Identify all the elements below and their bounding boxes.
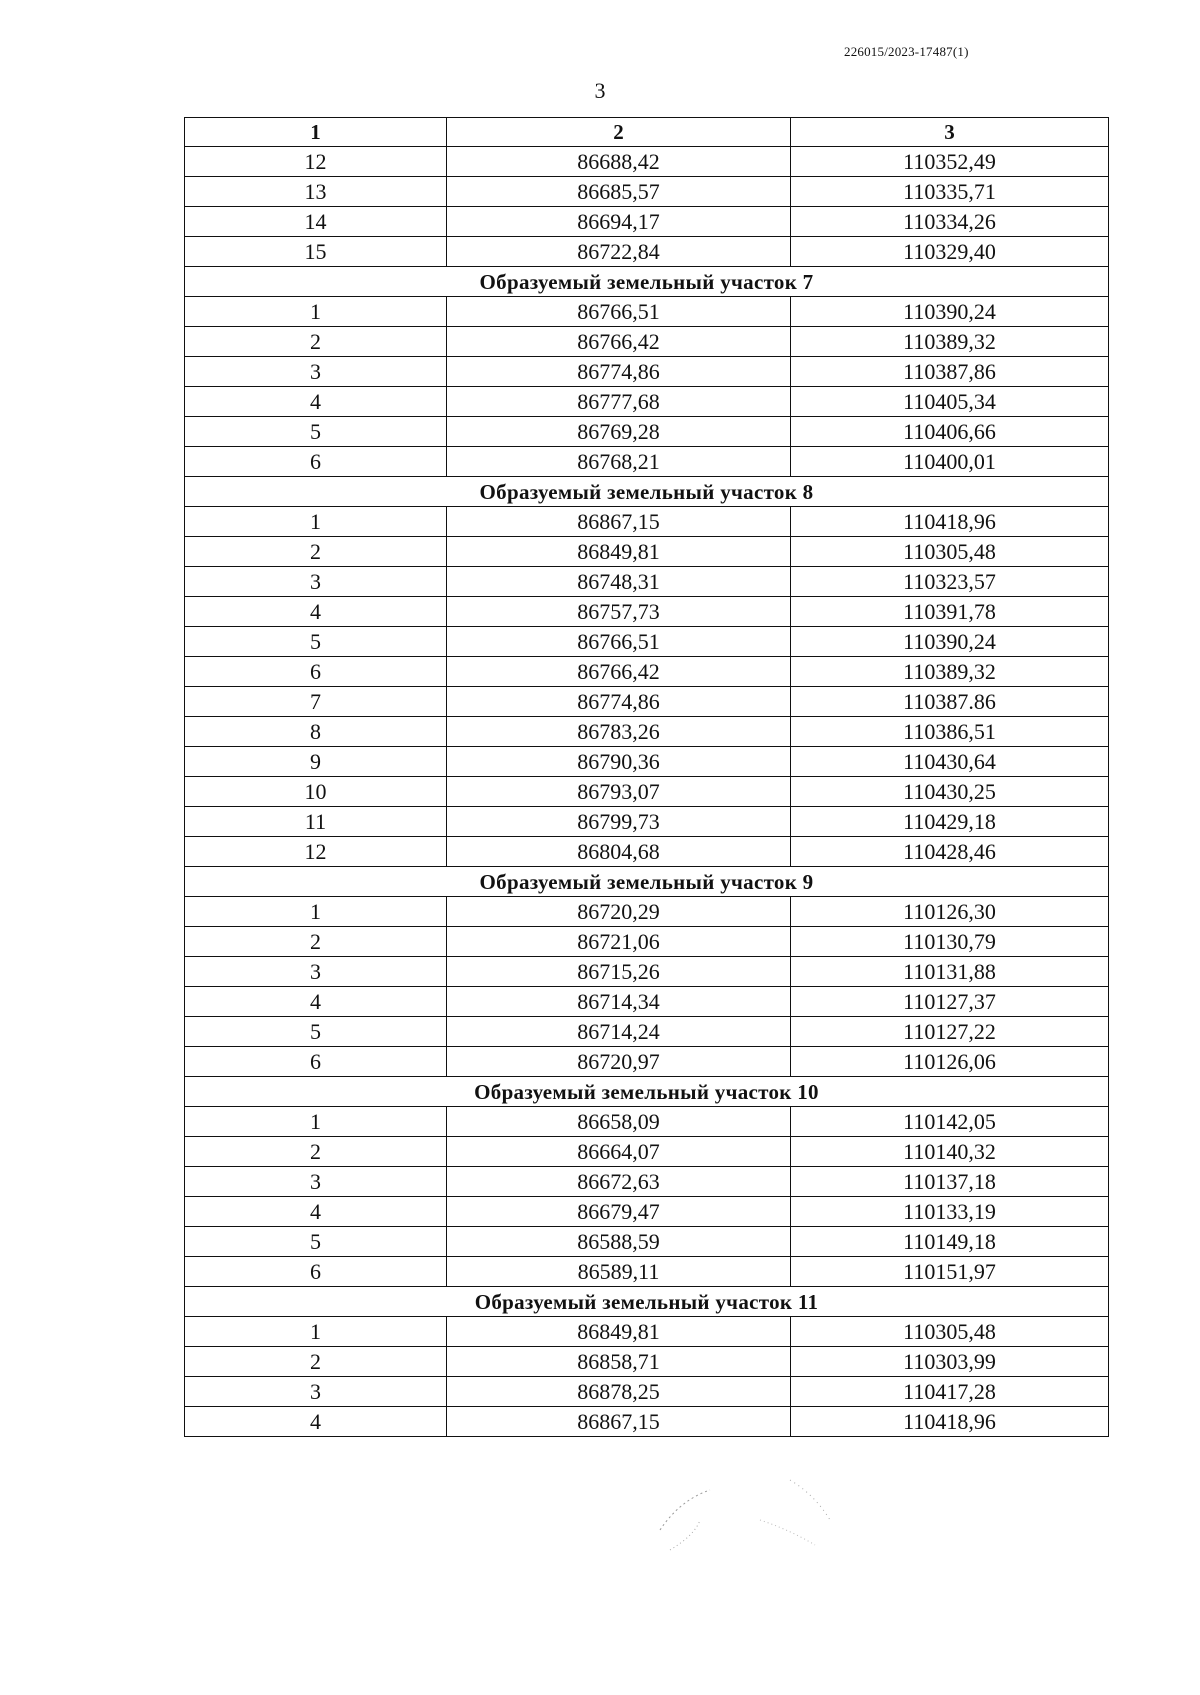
y-coordinate-cell: 110389,32 [791,657,1109,687]
point-number-cell: 5 [185,627,447,657]
point-number-cell: 4 [185,1197,447,1227]
y-coordinate-cell: 110151,97 [791,1257,1109,1287]
table-row [185,417,1109,447]
table-row [185,927,1109,957]
table-row [185,1047,1109,1077]
point-number-cell: 6 [185,1047,447,1077]
y-coordinate-cell: 110430,64 [791,747,1109,777]
point-number-cell: 15 [185,237,447,267]
table-header [185,118,1109,147]
table-row [185,717,1109,747]
point-number-cell: 11 [185,807,447,837]
table-row [185,447,1109,477]
y-coordinate-cell: 110140,32 [791,1137,1109,1167]
y-coordinate-cell: 110386,51 [791,717,1109,747]
point-number-cell: 3 [185,567,447,597]
table-row [185,1347,1109,1377]
point-number-cell: 2 [185,1137,447,1167]
y-coordinate-cell: 110126,06 [791,1047,1109,1077]
table-row [185,687,1109,717]
document-number: 226015/2023-17487(1) [844,44,969,59]
point-number-cell: 2 [185,927,447,957]
table-row [185,507,1109,537]
x-coordinate-cell: 86720,29 [447,897,791,927]
x-coordinate-cell: 86588,59 [447,1227,791,1257]
point-number-cell: 5 [185,1227,447,1257]
table-row [185,777,1109,807]
table-row [185,1257,1109,1287]
coordinates-table [184,117,1109,1437]
table-row [185,837,1109,867]
point-number-cell: 4 [185,387,447,417]
x-coordinate-cell: 86721,06 [447,927,791,957]
x-coordinate-cell: 86793,07 [447,777,791,807]
point-number-cell: 1 [185,1317,447,1347]
table-row [185,1167,1109,1197]
table-row [185,387,1109,417]
section-title: Образуемый земельный участок 9 [185,867,1109,897]
point-number-cell: 4 [185,597,447,627]
x-coordinate-cell: 86790,36 [447,747,791,777]
y-coordinate-cell: 110387,86 [791,357,1109,387]
y-coordinate-cell: 110305,48 [791,537,1109,567]
table-row [185,237,1109,267]
point-number-cell: 6 [185,447,447,477]
x-coordinate-cell: 86804,68 [447,837,791,867]
y-coordinate-cell: 110428,46 [791,837,1109,867]
y-coordinate-cell: 110387.86 [791,687,1109,717]
point-number-cell: 13 [185,177,447,207]
point-number-cell: 1 [185,1107,447,1137]
point-number-cell: 6 [185,1257,447,1287]
point-number-cell: 14 [185,207,447,237]
x-coordinate-cell: 86766,42 [447,657,791,687]
y-coordinate-cell: 110400,01 [791,447,1109,477]
y-coordinate-cell: 110417,28 [791,1377,1109,1407]
x-coordinate-cell: 86766,51 [447,297,791,327]
x-coordinate-cell: 86867,15 [447,1407,791,1437]
x-coordinate-cell: 86768,21 [447,447,791,477]
point-number-cell: 3 [185,1377,447,1407]
point-number-cell: 3 [185,357,447,387]
y-coordinate-cell: 110389,32 [791,327,1109,357]
y-coordinate-cell: 110137,18 [791,1167,1109,1197]
point-number-cell: 4 [185,987,447,1017]
header-row [185,118,1109,147]
y-coordinate-cell: 110430,25 [791,777,1109,807]
section-title-row [185,267,1109,297]
x-coordinate-cell: 86769,28 [447,417,791,447]
table-row [185,807,1109,837]
x-coordinate-cell: 86589,11 [447,1257,791,1287]
y-coordinate-cell: 110127,22 [791,1017,1109,1047]
section-title: Образуемый земельный участок 11 [185,1287,1109,1317]
x-coordinate-cell: 86694,17 [447,207,791,237]
x-coordinate-cell: 86799,73 [447,807,791,837]
point-number-cell: 2 [185,537,447,567]
y-coordinate-cell: 110429,18 [791,807,1109,837]
x-coordinate-cell: 86849,81 [447,537,791,567]
x-coordinate-cell: 86714,24 [447,1017,791,1047]
y-coordinate-cell: 110418,96 [791,1407,1109,1437]
x-coordinate-cell: 86688,42 [447,147,791,177]
y-coordinate-cell: 110149,18 [791,1227,1109,1257]
y-coordinate-cell: 110127,37 [791,987,1109,1017]
x-coordinate-cell: 86766,51 [447,627,791,657]
coordinates-table-container [184,117,1108,1437]
section-title: Образуемый земельный участок 8 [185,477,1109,507]
header-col-2: 2 [447,118,791,147]
table-row [185,1017,1109,1047]
table-row [185,597,1109,627]
x-coordinate-cell: 86714,34 [447,987,791,1017]
x-coordinate-cell: 86720,97 [447,1047,791,1077]
y-coordinate-cell: 110126,30 [791,897,1109,927]
point-number-cell: 6 [185,657,447,687]
x-coordinate-cell: 86774,86 [447,687,791,717]
table-row [185,1137,1109,1167]
table-row [185,897,1109,927]
section-title: Образуемый земельный участок 10 [185,1077,1109,1107]
table-row [185,987,1109,1017]
y-coordinate-cell: 110391,78 [791,597,1109,627]
table-row [185,207,1109,237]
section-title-row [185,867,1109,897]
x-coordinate-cell: 86757,73 [447,597,791,627]
point-number-cell: 2 [185,327,447,357]
header-col-3: 3 [791,118,1109,147]
x-coordinate-cell: 86849,81 [447,1317,791,1347]
table-row [185,1107,1109,1137]
x-coordinate-cell: 86685,57 [447,177,791,207]
x-coordinate-cell: 86878,25 [447,1377,791,1407]
point-number-cell: 1 [185,897,447,927]
table-body [185,147,1109,1437]
point-number-cell: 12 [185,147,447,177]
y-coordinate-cell: 110131,88 [791,957,1109,987]
table-row [185,147,1109,177]
x-coordinate-cell: 86658,09 [447,1107,791,1137]
point-number-cell: 3 [185,1167,447,1197]
y-coordinate-cell: 110323,57 [791,567,1109,597]
table-row [185,567,1109,597]
table-row [185,357,1109,387]
y-coordinate-cell: 110352,49 [791,147,1109,177]
y-coordinate-cell: 110303,99 [791,1347,1109,1377]
section-title: Образуемый земельный участок 7 [185,267,1109,297]
table-row [185,957,1109,987]
section-title-row [185,477,1109,507]
signature-mark [640,1460,880,1590]
table-row [185,747,1109,777]
point-number-cell: 2 [185,1347,447,1377]
point-number-cell: 8 [185,717,447,747]
y-coordinate-cell: 110329,40 [791,237,1109,267]
point-number-cell: 7 [185,687,447,717]
x-coordinate-cell: 86774,86 [447,357,791,387]
section-title-row [185,1287,1109,1317]
x-coordinate-cell: 86672,63 [447,1167,791,1197]
table-row [185,177,1109,207]
x-coordinate-cell: 86715,26 [447,957,791,987]
y-coordinate-cell: 110335,71 [791,177,1109,207]
y-coordinate-cell: 110133,19 [791,1197,1109,1227]
x-coordinate-cell: 86867,15 [447,507,791,537]
y-coordinate-cell: 110405,34 [791,387,1109,417]
table-row [185,657,1109,687]
point-number-cell: 3 [185,957,447,987]
point-number-cell: 1 [185,297,447,327]
y-coordinate-cell: 110390,24 [791,627,1109,657]
x-coordinate-cell: 86722,84 [447,237,791,267]
table-row [185,537,1109,567]
table-row [185,1407,1109,1437]
point-number-cell: 5 [185,417,447,447]
y-coordinate-cell: 110130,79 [791,927,1109,957]
y-coordinate-cell: 110305,48 [791,1317,1109,1347]
y-coordinate-cell: 110418,96 [791,507,1109,537]
table-row [185,1227,1109,1257]
page-number: 3 [594,78,606,103]
x-coordinate-cell: 86858,71 [447,1347,791,1377]
point-number-cell: 12 [185,837,447,867]
y-coordinate-cell: 110406,66 [791,417,1109,447]
y-coordinate-cell: 110142,05 [791,1107,1109,1137]
point-number-cell: 4 [185,1407,447,1437]
x-coordinate-cell: 86679,47 [447,1197,791,1227]
x-coordinate-cell: 86664,07 [447,1137,791,1167]
header-col-1: 1 [185,118,447,147]
point-number-cell: 1 [185,507,447,537]
section-title-row [185,1077,1109,1107]
table-row [185,1317,1109,1347]
table-row [185,627,1109,657]
point-number-cell: 5 [185,1017,447,1047]
table-row [185,327,1109,357]
x-coordinate-cell: 86777,68 [447,387,791,417]
y-coordinate-cell: 110334,26 [791,207,1109,237]
table-row [185,1197,1109,1227]
x-coordinate-cell: 86766,42 [447,327,791,357]
x-coordinate-cell: 86748,31 [447,567,791,597]
point-number-cell: 9 [185,747,447,777]
y-coordinate-cell: 110390,24 [791,297,1109,327]
point-number-cell: 10 [185,777,447,807]
x-coordinate-cell: 86783,26 [447,717,791,747]
table-row [185,1377,1109,1407]
table-row [185,297,1109,327]
